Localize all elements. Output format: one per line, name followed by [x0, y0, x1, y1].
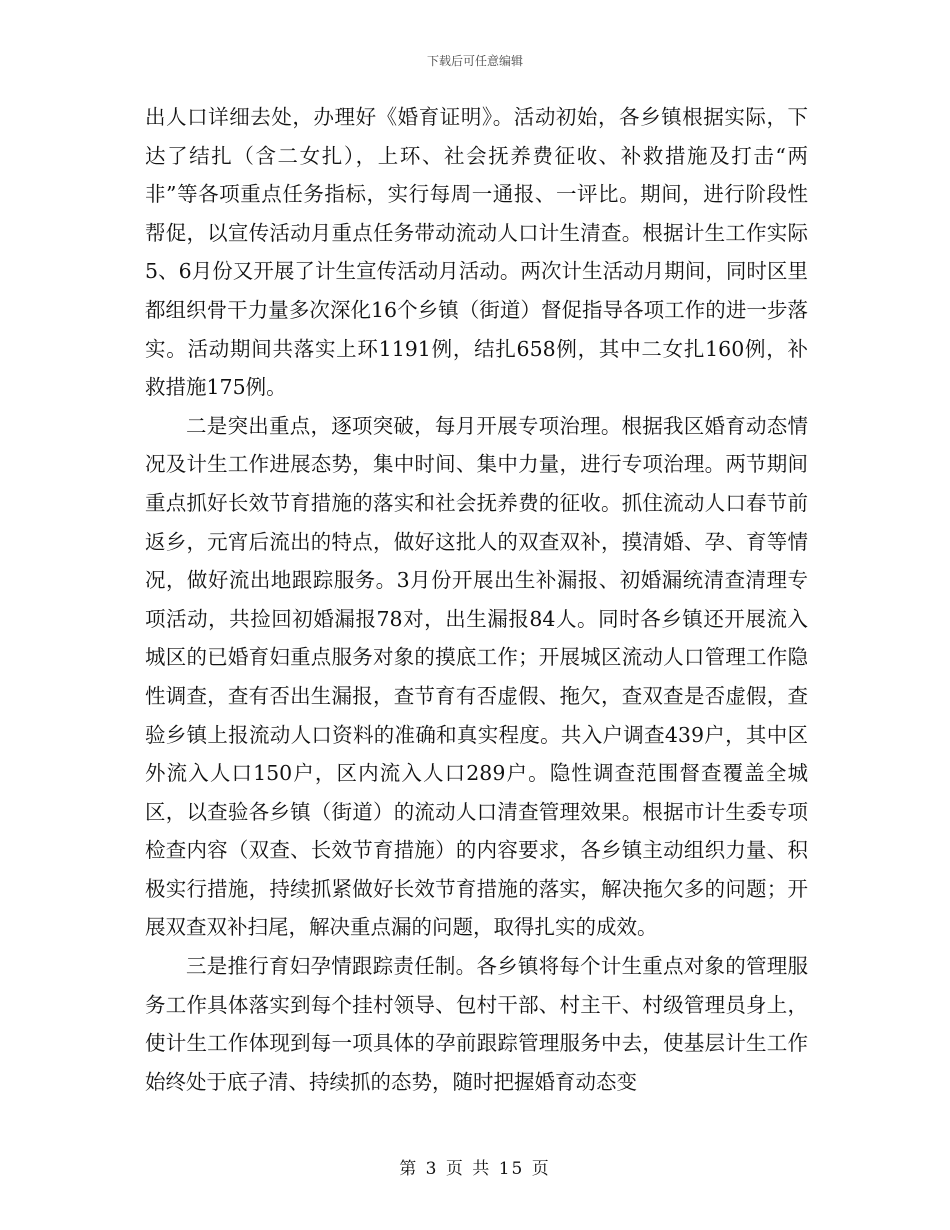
paragraph-item-three: 三是推行育妇孕情跟踪责任制。各乡镇将每个计生重点对象的管理服务工作具体落实到每个挂村领导、包村干部、村主干、村级管理员身上，使计生工作体现到每一项具体的孕前跟踪管理服务中去，使基层计生工作始终处于底子清、持续抓的态势，随时把握婚育动态变: [145, 954, 808, 1094]
paragraph-item-two: 二是突出重点，逐项突破，每月开展专项治理。根据我区婚育动态情况及计生工作进展态势，集中时间、集中力量，进行专项治理。两节期间重点抓好长效节育措施的落实和社会抚养费的征收。抓住流动人口春节前返乡，元宵后流出的特点，做好这批人的双查双补，摸清婚、孕、育等情况，做好流出地跟踪服务。3月份开展出生补漏报、初婚漏统清查清理专项活动，共捡回初婚漏报78对，出生漏报84人。同时各乡镇还开展流入城区的已婚育妇重点服务对象的摸底工作；开展城区流动人口管理工作隐性调查，查有否出生漏报，查节育有否虚假、拖欠，查双查是否虚假，查验乡镇上报流动人口资料的准确和真实程度。共入户调查439户，其中区外流入人口150户，区内流入人口289户。隐性调查范围督查覆盖全城区，以查验各乡镇（街道）的流动人口清查管理效果。根据市计生委专项检查内容（双查、长效节育措施）的内容要求，各乡镇主动组织力量、积极实行措施，持续抓紧做好长效节育措施的落实，解决拖欠多的问题；开展双查双补扫尾，解决重点漏的问题，取得扎实的成效。: [145, 413, 808, 940]
page-number: 第 3 页 共 15 页: [399, 1159, 551, 1179]
document-body: [145, 98, 808, 1101]
page-header-note: 下载后可任意编辑: [426, 54, 523, 68]
paragraph-continuation: 出人口详细去处，办理好《婚育证明》。活动初始，各乡镇根据实际，下达了结扎（含二女扎），上环、社会抚养费征收、补救措施及打击“两非”等各项重点任务指标，实行每周一通报、一评比。期间，进行阶段性帮促，以宣传活动月重点任务带动流动人口计生清查。根据计生工作实际5、6月份又开展了计生宣传活动月活动。两次计生活动月期间，同时区里都组织骨干力量多次深化16个乡镇（街道）督促指导各项工作的进一步落实。活动期间共落实上环1191例，结扎658例，其中二女扎160例，补救措施175例。: [145, 105, 808, 400]
